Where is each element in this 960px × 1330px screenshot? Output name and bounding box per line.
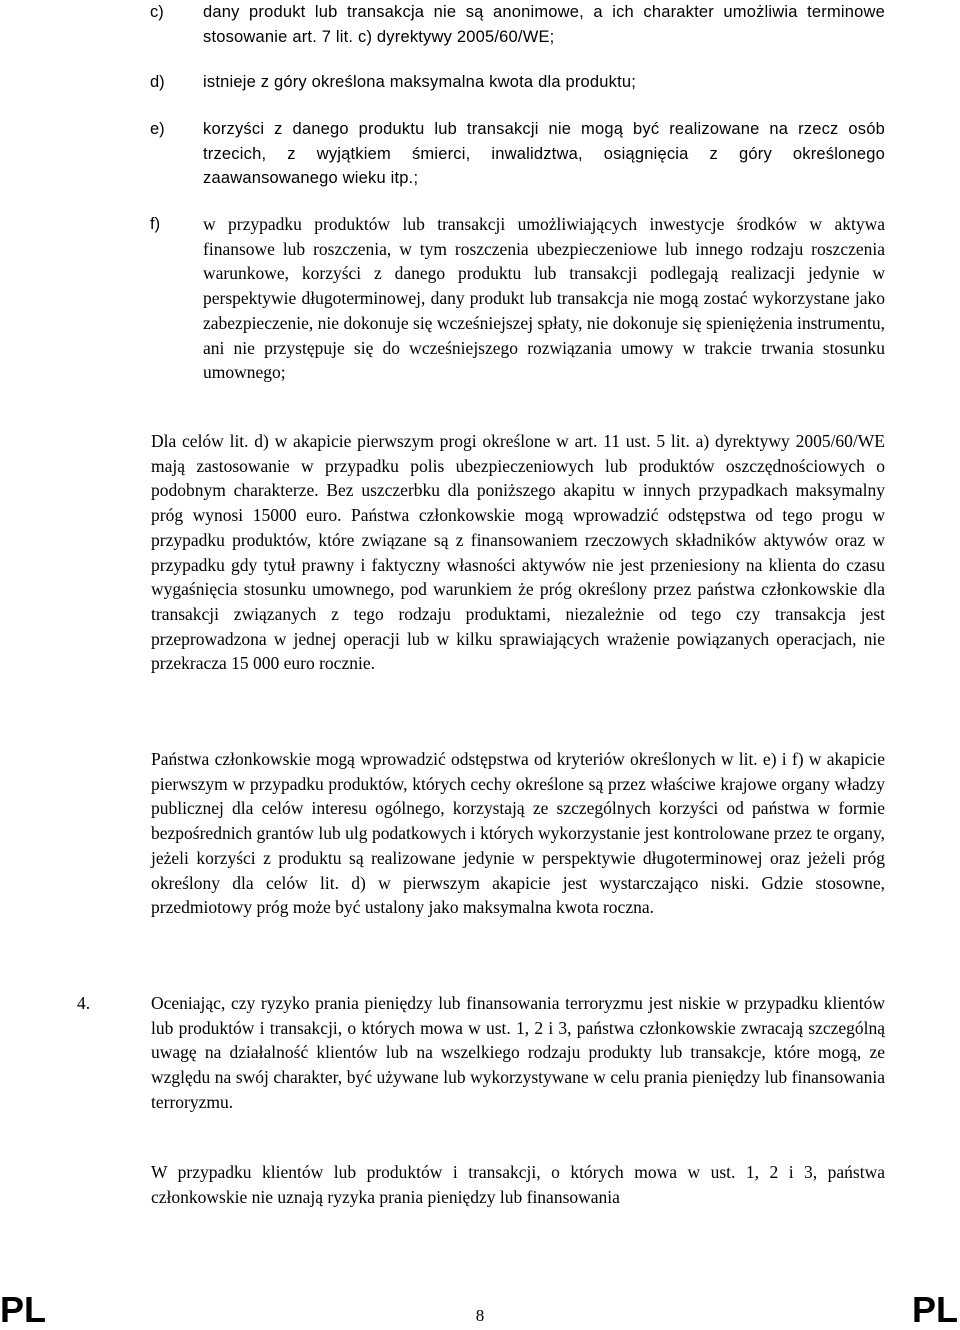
section-4-text: Oceniając, czy ryzyko prania pieniędzy lub finansowania terroryzmu jest niskie w przypadku klientów lub produktów i transakcji, o których mowa w ust. 1, 2 i 3, państwa członkowskie zwracają szczególną uwagę na działalność klientów lub na wszelkiego rodzaju produkty lub transakcje, które mogą, ze względu na swój charakter, być używane lub wykorzystywane w celu prania pieniędzy lub finansowania terroryzmu. bbox=[151, 993, 885, 1112]
footer-language-left: PL bbox=[0, 1289, 47, 1330]
list-label-e: e) bbox=[150, 120, 165, 138]
list-label-f: f) bbox=[150, 215, 161, 233]
list-item-d: istnieje z góry określona maksymalna kwota dla produktu; bbox=[203, 73, 637, 91]
list-item-f: w przypadku produktów lub transakcji umożliwiających inwestycje środków w aktywa finansowe lub roszczenia, w tym roszczenia ubezpieczeniowe lub innego rodzaju roszczenia warunkowe, korzyści z danego produktu lub transakcji podlegają realizacji jedynie w perspektywie długoterminowej, dany produkt lub transakcja nie mogą zostać wykorzystane jako zabezpieczenie, nie dokonuje się wcześniejszej spłaty, nie dokonuje się spieniężenia instrumentu, ani nie przystępuje się do wcześniejszego rozwiązania umowy w trakcie trwania stosunku umownego; bbox=[203, 214, 885, 383]
list-item-e: korzyści z danego produktu lub transakcji nie mogą być realizowane na rzecz osób trzecich, z wyjątkiem śmierci, inwalidztwa, osiągnięcia z góry określonego zaawansowanego wieku itp.; bbox=[203, 120, 885, 188]
section-4-continuation: W przypadku klientów lub produktów i transakcji, o których mowa w ust. 1, 2 i 3, państwa członkowskie nie uznają ryzyka prania pieniędzy lub finansowania bbox=[151, 1162, 885, 1207]
page-number: 8 bbox=[475, 1306, 485, 1325]
list-label-c: c) bbox=[150, 3, 164, 21]
paragraph-thresholds: Dla celów lit. d) w akapicie pierwszym progi określone w art. 11 ust. 5 lit. a) dyrektywy 2005/60/WE mają zastosowanie w przypadku polis ubezpieczeniowych lub produktów oszczędnościowych o podobnym charakterze. Bez uszczerbku dla poniższego akapitu w innych przypadkach maksymalny próg wynosi 15000 euro. Państwa członkowskie mogą wprowadzić odstępstwa od tego progu w przypadku produktów, które związane są z finansowaniem rzeczowych składników aktywów oraz w przypadku gdy tytuł prawny i faktyczny własności aktywów nie jest przeniesiony na klienta do czasu wygaśnięcia stosunku umownego, pod warunkiem że próg określony przez państwa członkowskie dla transakcji związanych z tego rodzaju produktami, niezależnie od tego czy transakcja jest przeprowadzona w jednej operacji lub w kilku sprawiających wrażenie powiązanych operacjach, nie przekracza 15 000 euro rocznie. bbox=[151, 431, 885, 674]
footer-language-right: PL bbox=[911, 1289, 958, 1330]
section-number: 4. bbox=[77, 993, 91, 1013]
list-label-d: d) bbox=[150, 73, 165, 91]
paragraph-derogations: Państwa członkowskie mogą wprowadzić odstępstwa od kryteriów określonych w lit. e) i f) w akapicie pierwszym w przypadku produktów, których cechy określone są przez właściwe krajowe organy władzy publicznej dla celów interesu ogólnego, korzystają ze szczególnych korzyści od państwa w formie bezpośrednich grantów lub ulg podatkowych i których wykorzystanie jest kontrolowane przez te organy, jeżeli korzyści z produktu są realizowane jedynie w perspektywie długoterminowej oraz jeżeli próg określony dla celów lit. d) w pierwszym akapicie jest wystarczająco niski. Gdzie stosowne, przedmiotowy próg może być ustalony jako maksymalna kwota roczna. bbox=[151, 749, 885, 918]
list-item-c: dany produkt lub transakcja nie są anonimowe, a ich charakter umożliwia terminowe stosowanie art. 7 lit. c) dyrektywy 2005/60/WE; bbox=[203, 3, 885, 46]
